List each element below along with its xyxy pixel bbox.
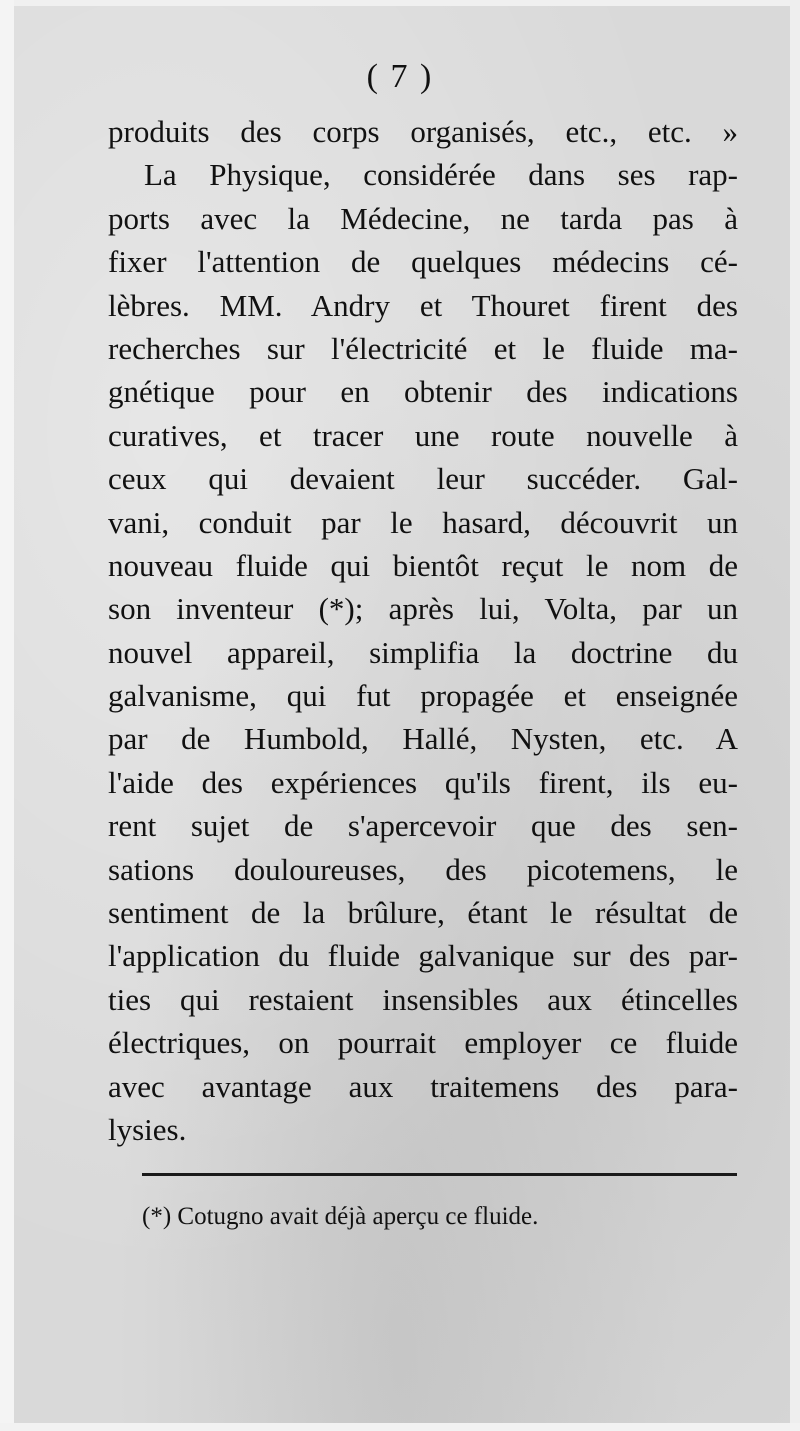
- text-line: sentiment de la brûlure, étant le résultat de: [108, 895, 738, 931]
- text-line: l'application du fluide galvanique sur des par-: [108, 938, 738, 974]
- text-line: curatives, et tracer une route nouvelle à: [108, 417, 738, 453]
- page-left-edge: [0, 0, 14, 1431]
- text-line: par de Humbold, Hallé, Nysten, etc. A: [108, 721, 738, 757]
- text-line: ties qui restaient insensibles aux étincelles: [108, 981, 738, 1017]
- text-line: gnétique pour en obtenir des indications: [108, 374, 738, 410]
- text-line: rent sujet de s'apercevoir que des sen-: [108, 808, 738, 844]
- page-number: ( 7 ): [366, 58, 434, 95]
- text-line: nouvel appareil, simplifia la doctrine du: [108, 634, 738, 670]
- footnote-rule: [142, 1173, 737, 1176]
- text-line: son inventeur (*); après lui, Volta, par un: [108, 591, 738, 627]
- text-line: lèbres. MM. Andry et Thouret firent des: [108, 287, 738, 323]
- footnote: (*) Cotugno avait déjà aperçu ce fluide.: [142, 1203, 539, 1230]
- text-line: vani, conduit par le hasard, découvrit un: [108, 504, 738, 540]
- page-right-edge: [790, 0, 800, 1431]
- text-line: fixer l'attention de quelques médecins cé-: [108, 244, 738, 280]
- text-line: galvanisme, qui fut propagée et enseignée: [108, 678, 738, 714]
- text-line: sations douloureuses, des picotemens, le: [108, 851, 738, 887]
- text-line: l'aide des expériences qu'ils firent, ils eu-: [108, 764, 738, 800]
- text-line: lysies.: [108, 1111, 187, 1147]
- text-line: ceux qui devaient leur succéder. Gal-: [108, 461, 738, 497]
- text-line: recherches sur l'électricité et le fluide ma-: [108, 330, 738, 366]
- text-line: électriques, on pourrait employer ce fluide: [108, 1025, 738, 1061]
- text-line: ports avec la Médecine, ne tarda pas à: [108, 200, 738, 236]
- text-line: La Physique, considérée dans ses rap-: [144, 157, 738, 193]
- page-top-edge: [0, 0, 800, 6]
- body-text: [108, 110, 738, 1151]
- text-line: produits des corps organisés, etc., etc. »: [108, 114, 738, 149]
- text-line: avec avantage aux traitemens des para-: [108, 1068, 738, 1104]
- text-line: nouveau fluide qui bientôt reçut le nom de: [108, 547, 738, 583]
- page-bottom-edge: [0, 1423, 800, 1431]
